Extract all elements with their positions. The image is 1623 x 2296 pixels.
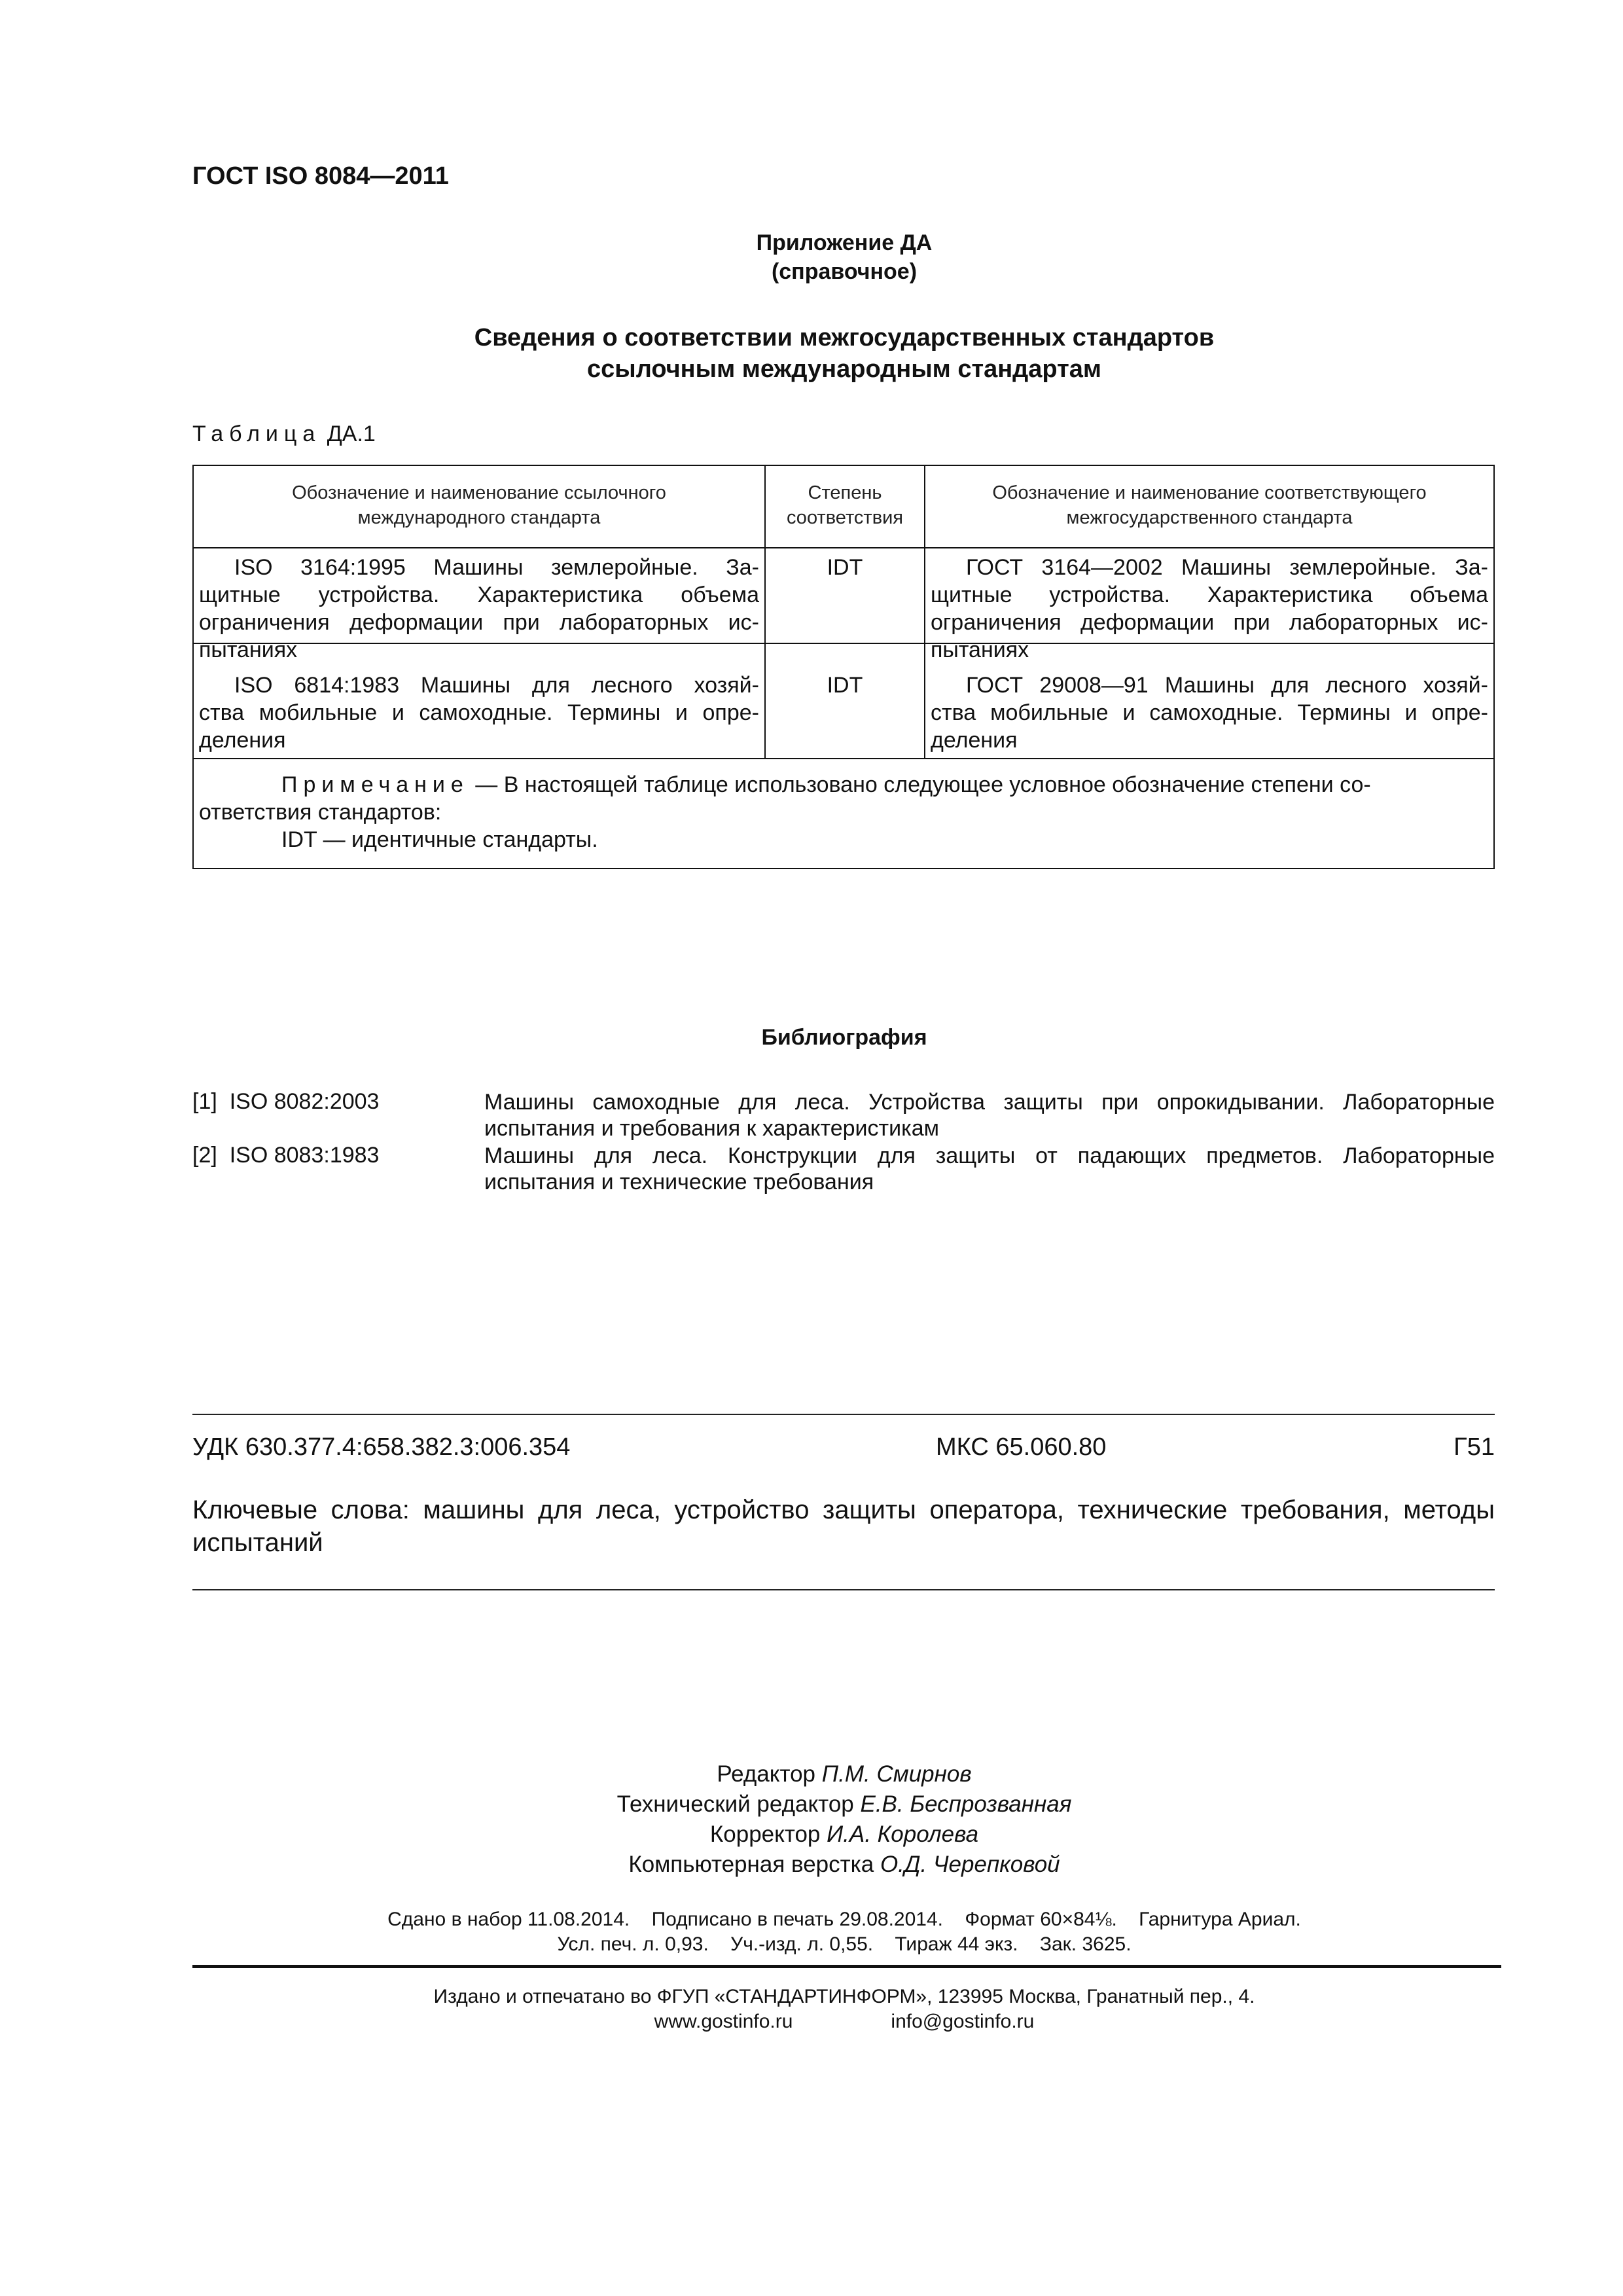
cell-line: ГОСТ 3164—2002 Машины землеройные. За- bbox=[966, 555, 1488, 580]
bib-line: испытания и требования к характеристикам bbox=[484, 1116, 940, 1141]
header-line: Обозначение и наименование соответствующего bbox=[992, 482, 1427, 503]
print-info-line: Сдано в набор 11.08.2014. Подписано в печать 29.08.2014. Формат 60×84⅛. Гарнитура Ариал. bbox=[387, 1909, 1301, 1930]
annex-title-line2: ссылочным международным стандартам bbox=[586, 355, 1101, 383]
note-label: Примечание bbox=[281, 772, 469, 797]
print-info bbox=[0, 1907, 1623, 1957]
cell-line: пытаниях bbox=[931, 637, 1029, 662]
table-header-degree bbox=[766, 480, 924, 530]
table-header-interstate bbox=[925, 480, 1493, 530]
publisher-info bbox=[0, 1984, 1623, 2034]
bib-line: Машины для леса. Конструкции для защиты от падающих предметов. Лабораторные bbox=[484, 1143, 1495, 1168]
credit-role: Компьютерная верстка bbox=[628, 1852, 880, 1877]
table-divider bbox=[194, 547, 1493, 548]
header-line: Обозначение и наименование ссылочного bbox=[292, 482, 666, 503]
table-row-2-degree: IDT bbox=[827, 673, 863, 698]
publisher-website-link[interactable]: www.gostinfo.ru bbox=[654, 2011, 793, 2032]
bib-line: Машины самоходные для леса. Устройства защиты при опрокидывании. Лабораторные bbox=[484, 1090, 1495, 1115]
bib-line: испытания и технические требования bbox=[484, 1170, 874, 1194]
annex-title bbox=[0, 322, 1623, 385]
table-row-2-interstate bbox=[931, 672, 1488, 754]
table-row-1-degree: IDT bbox=[827, 555, 863, 580]
header-line: Степень bbox=[808, 482, 882, 503]
header-line: международного стандарта bbox=[357, 507, 601, 528]
bib-number: [1] bbox=[192, 1089, 217, 1114]
bib-number: [2] bbox=[192, 1143, 217, 1168]
cell-line: ограничения деформации при лабораторных ис- bbox=[931, 610, 1488, 635]
cell-line: щитные устройства. Характеристика объема bbox=[199, 583, 759, 607]
cell-line: пытаниях bbox=[199, 637, 298, 662]
credit-proofreader bbox=[0, 1820, 1623, 1850]
okstu-code: Г51 bbox=[1454, 1433, 1495, 1461]
table-row-1-interstate bbox=[931, 554, 1488, 664]
header-line: соответствия bbox=[786, 507, 904, 528]
keywords-line: Ключевые слова: машины для леса, устройство защиты оператора, технические требования, методы bbox=[192, 1496, 1495, 1524]
note-line-1 bbox=[199, 771, 1488, 798]
conformity-table bbox=[192, 465, 1495, 869]
credit-name: И.А. Королева bbox=[827, 1821, 979, 1847]
udk-code: УДК 630.377.4:658.382.3:006.354 bbox=[192, 1433, 571, 1461]
cell-line: ства мобильные и самоходные. Термины и опре- bbox=[931, 700, 1488, 725]
table-divider bbox=[194, 758, 1493, 759]
table-row-2-intl bbox=[199, 672, 759, 754]
note-line-3: IDT — идентичные стандарты. bbox=[281, 827, 598, 852]
credit-role: Технический редактор bbox=[616, 1791, 861, 1817]
cell-line: ГОСТ 29008—91 Машины для лесного хозяй- bbox=[966, 673, 1488, 698]
bibliography-entry-1-ref bbox=[192, 1089, 379, 1115]
table-row-1-intl bbox=[199, 554, 759, 664]
table-note bbox=[199, 771, 1488, 853]
print-info-line: Усл. печ. л. 0,93. Уч.-изд. л. 0,55. Тираж 44 экз. Зак. 3625. bbox=[557, 1933, 1132, 1955]
cell-line: ISO 3164:1995 Машины землеройные. За- bbox=[234, 555, 759, 580]
credit-name: О.Д. Черепковой bbox=[880, 1852, 1060, 1877]
table-header-intl bbox=[194, 480, 764, 530]
publisher-line: Издано и отпечатано во ФГУП «СТАНДАРТИНФОРМ», 123995 Москва, Гранатный пер., 4. bbox=[433, 1986, 1255, 2007]
note-text: — В настоящей таблице использовано следующее условное обозначение степени со- bbox=[469, 772, 1371, 797]
cell-line: ограничения деформации при лабораторных ис- bbox=[199, 610, 759, 635]
cell-line: ISO 6814:1983 Машины для лесного хозяй- bbox=[234, 673, 759, 698]
annex-title-line1: Сведения о соответствии межгосударственных стандартов bbox=[474, 324, 1215, 351]
credit-name: П.М. Смирнов bbox=[821, 1761, 972, 1787]
divider-thick bbox=[192, 1965, 1501, 1968]
bib-code: ISO 8083:1983 bbox=[229, 1143, 380, 1168]
keywords bbox=[192, 1494, 1495, 1559]
bibliography-entry-2-text bbox=[484, 1143, 1495, 1195]
document-code: ГОСТ ISO 8084—2011 bbox=[192, 162, 449, 190]
table-caption-id: ДА.1 bbox=[327, 422, 376, 446]
credit-editor bbox=[0, 1759, 1623, 1789]
keywords-line: испытаний bbox=[192, 1528, 323, 1557]
mks-code: МКС 65.060.80 bbox=[936, 1433, 1107, 1461]
table-caption-prefix: Таблица bbox=[192, 422, 321, 446]
table-caption bbox=[192, 422, 376, 447]
publisher-email-link[interactable]: info@gostinfo.ru bbox=[891, 2011, 1035, 2032]
cell-line: ства мобильные и самоходные. Термины и опре- bbox=[199, 700, 759, 725]
credit-tech-editor bbox=[0, 1789, 1623, 1820]
credit-name: Е.В. Беспрозванная bbox=[860, 1791, 1072, 1817]
cell-line: щитные устройства. Характеристика объема bbox=[931, 583, 1488, 607]
credit-role: Корректор bbox=[709, 1821, 827, 1847]
annex-label: Приложение ДА bbox=[756, 230, 933, 255]
credits bbox=[0, 1759, 1623, 1880]
header-line: межгосударственного стандарта bbox=[1066, 507, 1353, 528]
divider-bottom bbox=[192, 1589, 1495, 1590]
credit-role: Редактор bbox=[717, 1761, 822, 1787]
divider-top bbox=[192, 1414, 1495, 1415]
annex-kind: (справочное) bbox=[771, 259, 918, 284]
bibliography-title: Библиография bbox=[761, 1025, 927, 1050]
bibliography-entry-2-ref bbox=[192, 1143, 379, 1168]
bib-code: ISO 8082:2003 bbox=[229, 1089, 380, 1114]
cell-line: деления bbox=[199, 728, 286, 753]
credit-layout bbox=[0, 1850, 1623, 1880]
cell-line: деления bbox=[931, 728, 1018, 753]
publisher-contacts bbox=[0, 2009, 1623, 2034]
bibliography-entry-1-text bbox=[484, 1089, 1495, 1141]
note-line-2: ответствия стандартов: bbox=[199, 800, 442, 825]
